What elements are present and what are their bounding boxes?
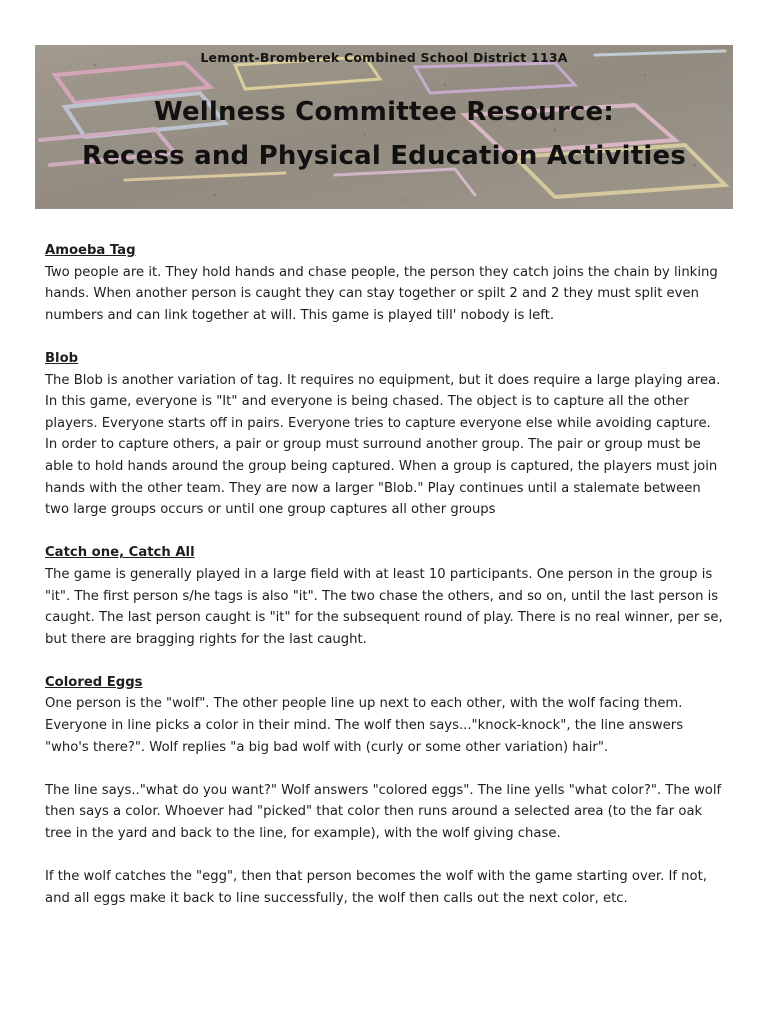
section-heading: Blob — [45, 350, 79, 366]
section-heading: Amoeba Tag — [45, 243, 136, 258]
section-paragraph: The Blob is another variation of tag. It requires no equipment, but it does require a large playing area. In this game, everyone is "It" and everyone is being chased. The object is to capture all the other players. Everyone starts off in pairs. Everyone tries to capture everyone else while avoiding capture. In order to capture others, a pair or group must surround another group. The pair or group must be able to hold hands around the group being captured. When a group is captured, the players must join hands with the other team. They are now a larger "Blob." Play continues until a stalemate between two large groups occurs or until one group captures all other groups — [45, 372, 721, 518]
document-body — [45, 240, 725, 931]
section-paragraph: The game is generally played in a large field with at least 10 participants. One person in the group is "it". The first person s/he tags is also "it". The two chase the others, and so on, until the last person is caught. The last person caught is "it" for the subsequent round of play. There is no real winner, per se, but there are bragging rights for the last caught. — [45, 566, 723, 647]
section-heading: Catch one, Catch All — [45, 545, 195, 561]
section-paragraph: The line says.."what do you want?" Wolf answers "colored eggs". The line yells "what color?". The wolf then says a color. Whoever had "picked" that color then runs around a selected area (to the far oak tree in the yard and back to the line, for example), with the wolf giving chase. — [45, 782, 722, 842]
section-paragraph: If the wolf catches the "egg", then that person becomes the wolf with the game starting over. If not, and all eggs make it back to line successfully, the wolf then calls out the next color, etc. — [45, 869, 707, 906]
section-amoeba-tag — [45, 240, 725, 326]
section-paragraph: Two people are it. They hold hands and chase people, the person they catch joins the chain by linking hands. When another person is caught they can stay together or spilt 2 and 2 they must split even numbers and can link together at will. This game is played till' nobody is left. — [45, 264, 718, 323]
page-title-line-1: Wellness Committee Resource: — [154, 97, 614, 127]
section-paragraph: One person is the "wolf". The other people line up next to each other, with the wolf facing them. Everyone in line picks a color in their mind. The wolf then says..."knock-knock", the line answers "who's there?". Wolf replies "a big bad wolf with (curly or some other variation) hair". — [45, 696, 684, 755]
page-title-line-2: Recess and Physical Education Activities — [81, 141, 687, 171]
district-name: Lemont-Bromberek Combined School District 113A — [200, 50, 568, 65]
section-catch-one-catch-all — [45, 542, 725, 650]
section-heading: Colored Eggs — [45, 674, 143, 690]
section-blob — [45, 348, 725, 521]
section-colored-eggs — [45, 672, 725, 910]
header-banner — [35, 45, 733, 209]
